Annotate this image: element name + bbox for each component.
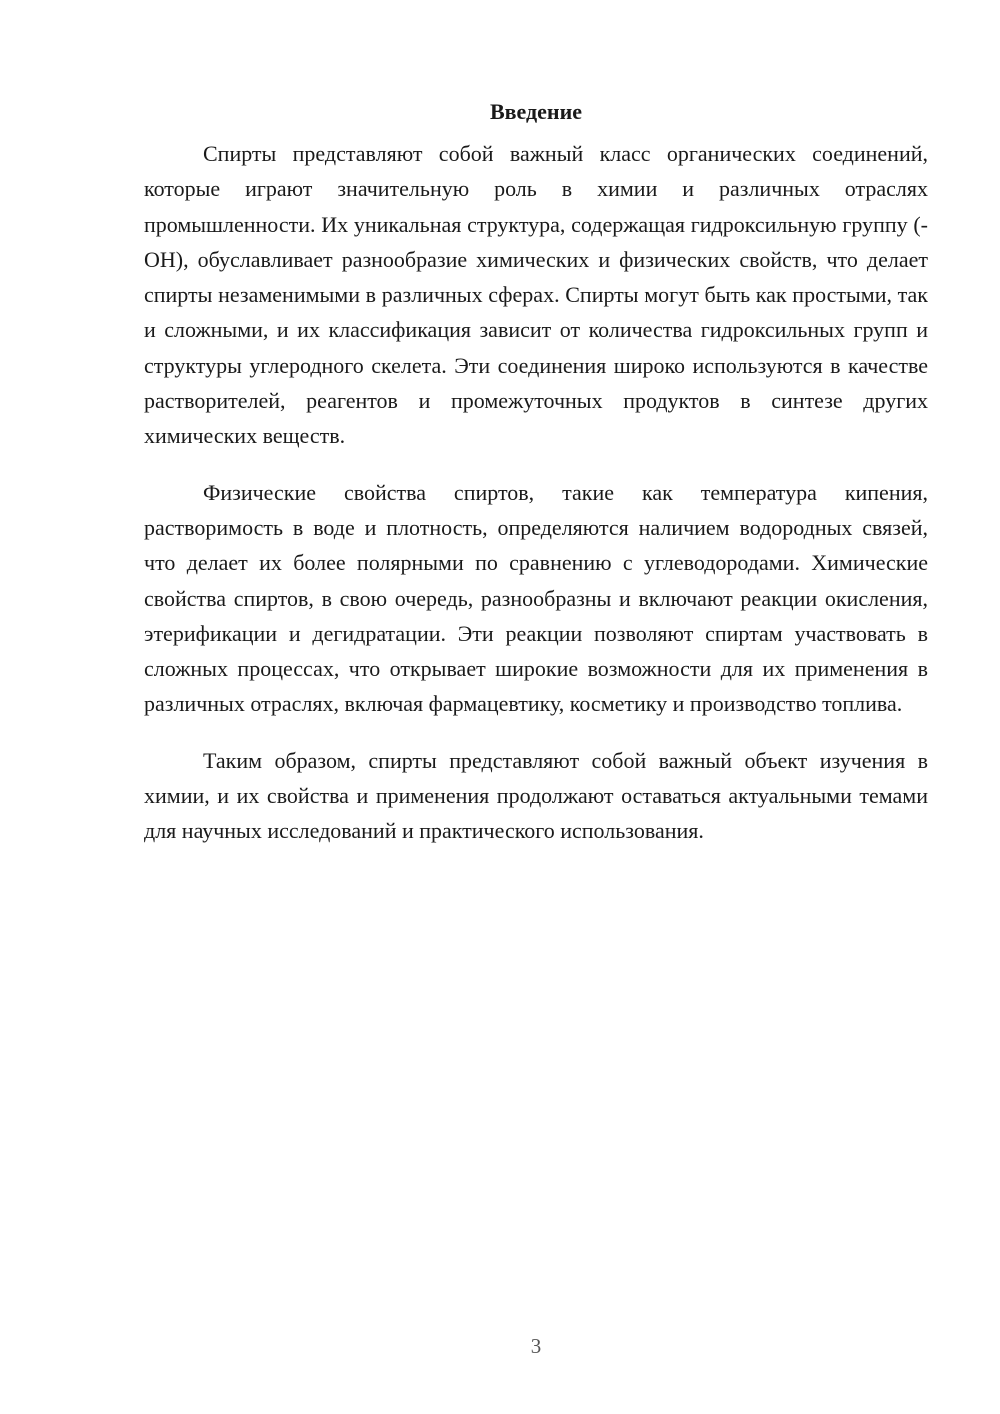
page-content (144, 96, 928, 870)
section-heading: Введение (489, 99, 583, 124)
paragraph-2: Физические свойства спиртов, такие как температура кипения, растворимость в воде и плотность, определяются наличием водородных связей, что делает их более полярными по сравнению с углеводородами. Химические свойства спиртов, в свою очередь, разнообразны и включают реакции окисления, этерификации и дегидратации. Эти реакции позволяют спиртам участвовать в сложных процессах, что открывает широкие возможности для их применения в различных отраслях, включая фармацевтику, косметику и производство топлива. (144, 479, 928, 717)
paragraph-3: Таким образом, спирты представляют собой важный объект изучения в химии, и их свойства и применения продолжают оставаться актуальными темами для научных исследований и практического использования. (144, 747, 928, 844)
page-number: 3 (530, 1334, 542, 1358)
paragraph-1: Спирты представляют собой важный класс органических соединений, которые играют значительную роль в химии и различных отраслях промышленности. Их уникальная структура, содержащая гидроксильную группу (-OH), обуславливает разнообразие химических и физических свойств, что делает спирты незаменимыми в различных сферах. Спирты могут быть как простыми, так и сложными, и их классификация зависит от количества гидроксильных групп и структуры углеродного скелета. Эти соединения широко используются в качестве растворителей, реагентов и промежуточных продуктов в синтезе других химических веществ. (144, 141, 928, 449)
